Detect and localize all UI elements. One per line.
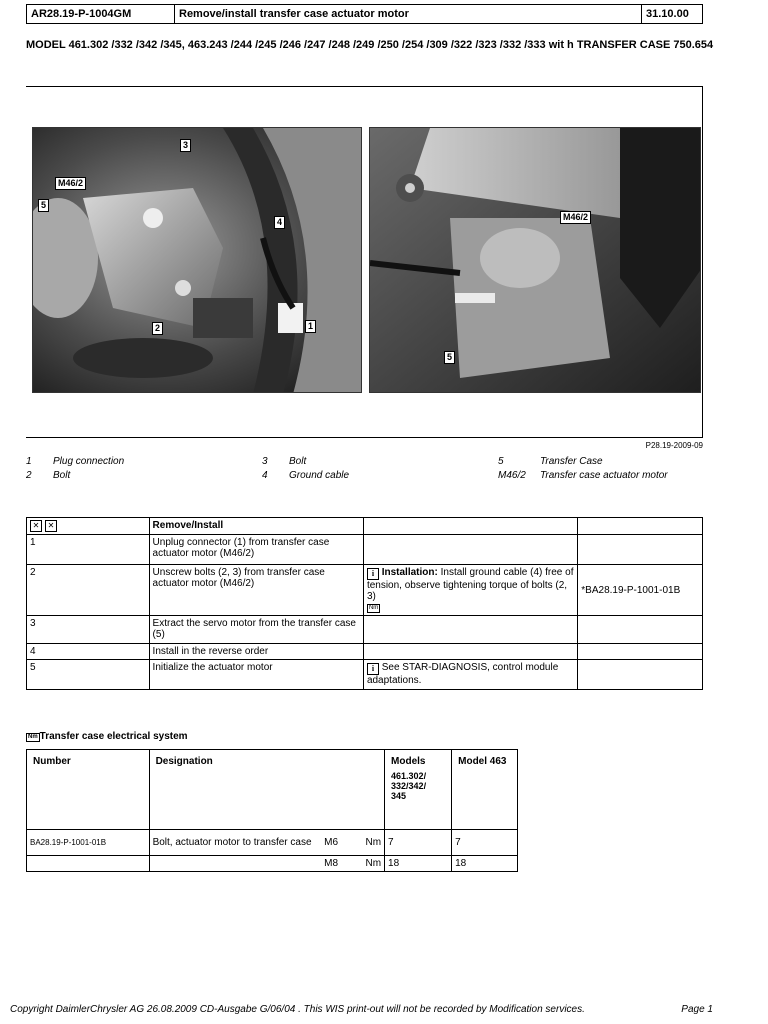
spec-unit: Nm <box>356 830 384 856</box>
legend-text: Transfer case actuator motor <box>540 470 668 481</box>
step-action: Install in the reverse order <box>149 644 363 660</box>
step-number: 2 <box>27 565 150 616</box>
col-number: Number <box>27 750 150 830</box>
install-icon: ✕ <box>45 520 57 532</box>
steps-table <box>26 517 703 690</box>
doc-title: Remove/install transfer case actuator motor <box>175 5 642 23</box>
legend-text: Plug connection <box>53 456 125 467</box>
photo-right-image <box>370 128 701 393</box>
step-ref <box>578 660 703 690</box>
col-models-label: Models <box>391 756 426 767</box>
doc-id: AR28.19-P-1004GM <box>27 5 175 23</box>
installation-label: Installation: <box>381 567 438 578</box>
step-ref <box>578 616 703 644</box>
step-number: 1 <box>27 535 150 565</box>
spec-size: M8 <box>321 856 356 872</box>
models-sub: 461.302/ 332/342/ 345 <box>391 771 427 801</box>
torque-nm-icon: Nm <box>28 734 38 740</box>
remove-icon: ✕ <box>30 520 42 532</box>
col-model-463: Model 463 <box>452 750 518 830</box>
legend-num: 4 <box>262 470 268 481</box>
table-row <box>27 644 703 660</box>
spec-header-row <box>27 750 518 830</box>
step-action: Extract the servo motor from the transfer case (5) <box>149 616 363 644</box>
step-note <box>363 616 577 644</box>
legend-num: 2 <box>26 470 32 481</box>
step-ref <box>578 535 703 565</box>
table-row <box>27 535 703 565</box>
doc-date: 31.10.00 <box>646 8 689 20</box>
callout-2: 2 <box>152 322 163 335</box>
steps-header-empty <box>363 518 577 535</box>
info-icon: i <box>367 663 379 675</box>
photo-right <box>369 127 701 393</box>
step-note <box>363 535 577 565</box>
diagnosis-note: See STAR-DIAGNOSIS, control module adaptations. <box>366 662 559 686</box>
col-models <box>385 750 452 830</box>
legend-num: M46/2 <box>498 470 526 481</box>
callout-5-right: 5 <box>444 351 455 364</box>
spec-designation <box>149 856 321 872</box>
page-number: Page 1 <box>681 1004 713 1015</box>
photo-left <box>32 127 362 393</box>
callout-m46-2-right: M46/2 <box>560 211 591 224</box>
spec-designation: Bolt, actuator motor to transfer case <box>149 830 321 856</box>
model-line: MODEL 461.302 /332 /342 /345, 463.243 /244 /245 /246 /247 /248 /249 /250 /254 /309 /322 /323 /332 /333 wit h TRANSFER CASE 750.654 <box>26 39 714 51</box>
table-row <box>27 565 703 616</box>
spec-section-title <box>26 731 188 742</box>
table-row <box>27 660 703 690</box>
step-number: 4 <box>27 644 150 660</box>
step-note <box>363 644 577 660</box>
spec-value-461: 18 <box>385 856 452 872</box>
step-action: Unscrew bolts (2, 3) from transfer case actuator motor (M46/2) <box>149 565 363 616</box>
callout-1: 1 <box>305 320 316 333</box>
spec-title-text: Transfer case electrical system <box>39 731 188 742</box>
figure-right-rule <box>702 86 703 438</box>
info-icon: i <box>367 568 379 580</box>
installation-note: Install ground cable (4) free of tension, observe tightening torque of bolts (2, 3) <box>366 567 574 602</box>
legend-num: 1 <box>26 456 32 467</box>
remove-install-icons <box>27 518 150 535</box>
figure-top-rule <box>26 86 703 87</box>
table-row <box>27 856 518 872</box>
steps-header-empty <box>578 518 703 535</box>
step-ref <box>578 644 703 660</box>
spec-value-463: 7 <box>452 830 518 856</box>
spec-number: BA28.19-P-1001-01B <box>27 830 150 856</box>
legend-text: Ground cable <box>289 470 350 481</box>
callout-5-left: 5 <box>38 199 49 212</box>
legend-num: 3 <box>262 456 268 467</box>
step-number: 5 <box>27 660 150 690</box>
callout-3: 3 <box>180 139 191 152</box>
step-number: 3 <box>27 616 150 644</box>
spec-number <box>27 856 150 872</box>
spec-value-461: 7 <box>385 830 452 856</box>
step-note <box>363 565 577 616</box>
step-ref: *BA28.19-P-1001-01B <box>578 565 703 616</box>
torque-nm-icon: Nm <box>368 605 379 611</box>
step-action: Unplug connector (1) from transfer case actuator motor (M46/2) <box>149 535 363 565</box>
photo-left-image <box>33 128 362 393</box>
step-note <box>363 660 577 690</box>
legend-num: 5 <box>498 456 504 467</box>
table-row <box>27 830 518 856</box>
copyright-footer: Copyright DaimlerChrysler AG 26.08.2009 CD-Ausgabe G/06/04 . This WIS print-out will not be recorded by Modification services. <box>10 1004 585 1015</box>
spec-size: M6 <box>321 830 356 856</box>
callout-4: 4 <box>274 216 285 229</box>
legend-text: Transfer Case <box>540 456 603 467</box>
figure-ref: P28.19-2009-09 <box>645 441 703 450</box>
figure-bottom-rule <box>26 437 703 438</box>
col-designation: Designation <box>149 750 384 830</box>
document-header <box>26 4 703 24</box>
spec-unit: Nm <box>356 856 384 872</box>
step-action: Initialize the actuator motor <box>149 660 363 690</box>
steps-header-row <box>27 518 703 535</box>
spec-table <box>26 749 518 872</box>
spec-value-463: 18 <box>452 856 518 872</box>
legend-text: Bolt <box>53 470 71 481</box>
steps-header: Remove/Install <box>149 518 363 535</box>
legend-text: Bolt <box>289 456 307 467</box>
callout-m46-2-left: M46/2 <box>55 177 86 190</box>
table-row <box>27 616 703 644</box>
